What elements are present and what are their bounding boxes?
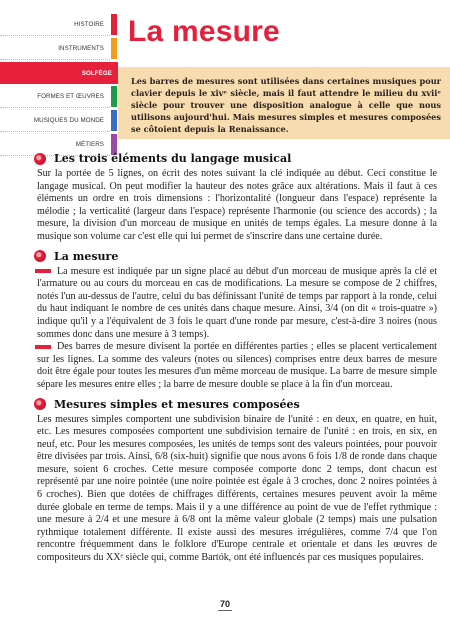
- page-number-text: 70: [219, 599, 230, 609]
- nav-item-label: HISTOIRE: [74, 21, 104, 28]
- section-title: Mesures simples et mesures composées: [54, 397, 300, 411]
- nav-item-label: MUSIQUES DU MONDE: [33, 117, 104, 124]
- paragraph: Les mesures simples comportent une subdivision binaire de l'unité : en deux, en quatre, en huit, etc. Les mesures composées comportent une subdivision ternaire de l'unité : en trois, en six, en neuf, etc. Pour les mesures composées, les unités de temps sont des valeurs pointées, pour pouvoir être divisées par trois. Ainsi, 6/8 (six-huit) signifie que nous avons 6 fois 1/8 de ronde dans chaque mesure, soient 6 croches. Cette mesure composée comporte donc 2 temps, dont chacun est représenté par une noire pointée (une noire pointée est égale à 3 croches, donc 2 noires pointées à 6 croches). Bien que dotées de chiffrages différents, certaines mesures peuvent avoir la même durée globale en terme de temps. Mais il y a une différence au point de vue de l'effet rythmique : une mesure à 2/4 et une mesure à 6/8 ont la même valeur globale (2 temps) mais une pulsation rythmique totalement différente. Il existe aussi des mesures irrégulières, comme 7/4 que l'on rencontre fréquemment dans le folklore d'Europe centrale et orientale et dans les œuvres de compositeurs du XXᵉ siècle qui, comme Bartók, ont été influencés par ces musiques populaires.: [37, 413, 437, 564]
- paragraph-text: Des barres de mesure divisent la portée en différentes parties ; elles se placent verticalement sur les lignes. La somme des valeurs (notes ou silences) comprises entre deux barres de mesure doit être égale pour toutes les mesures d'un même morceau de musique. La barre de mesure simple sépare les mesures entre elles ; la barre de mesure double se place à la fin d'un morceau.: [37, 341, 437, 390]
- nav-color-tab: [111, 86, 117, 107]
- red-bullet-icon: [34, 250, 46, 262]
- page-number-rule: [218, 610, 232, 611]
- red-dash-icon: [35, 269, 51, 273]
- red-bullet-icon: [34, 398, 46, 410]
- nav-color-tab: [111, 14, 117, 35]
- intro-summary-box: Les barres de mesures sont utilisées dans certaines musiques pour clavier depuis le xivᵉ siècle, mais il faut attendre le milieu du xviiᵉ siècle pour trouver une disposition analogue à celle que nous utilisons aujourd'hui. Mais mesures simples et mesures composées se côtoient depuis la Renaissance.: [118, 67, 450, 139]
- paragraph-text: La mesure est indiquée par un signe placé au début d'un morceau de musique après la clé et l'armature ou au cours du morceau en cas de modifications. La mesure se compose de 2 chiffres, notés l'un au-dessus de l'autre, celui du bas définissant l'unité de temps par rapport à la ronde, celui du haut indiquant le nombre de ces unités dans chaque mesure. Ainsi, 3/4 (on dit « trois-quatre ») indique qu'il y a l'équivalent de 3 fois le quart d'une ronde par mesure, c'est-à-dire 3 noires (nous sommes donc dans une mesure à 3 temps).: [37, 265, 437, 340]
- paragraph: Sur la portée de 5 lignes, on écrit des notes suivant la clé indiquée au début. Ceci constitue le langage musical. On peut modifier la hauteur des notes grâce aux altérations. Mais il faut à ces éléments un ordre en trois dimensions : l'horizontalité (longueur dans l'espace) représente la mélodie ; la verticalité (largeur dans l'espace) représente l'harmonie (ou science des accords) ; la mesure, la division d'un morceau de musique en unités de temps égales. La mesure donne à la musique son volume car c'est elle qui lui permet de s'inscrire dans une certaine durée.: [37, 168, 437, 242]
- nav-item-solfege[interactable]: [0, 62, 118, 84]
- nav-item-musiques-du-monde[interactable]: [0, 110, 110, 132]
- section-langage-musical: [37, 152, 437, 244]
- nav-item-formes-et-oeuvres[interactable]: [0, 86, 110, 108]
- nav-item-label: FORMES ET ŒUVRES: [37, 93, 104, 100]
- section-la-mesure: [37, 250, 437, 392]
- section-heading: [34, 152, 437, 165]
- paragraph: [37, 266, 437, 342]
- chapter-nav: [0, 14, 110, 158]
- section-title: La mesure: [54, 249, 119, 263]
- nav-item-label: SOLFÈGE: [81, 69, 112, 77]
- nav-item-label: INSTRUMENTS: [58, 45, 104, 52]
- nav-item-histoire[interactable]: [0, 14, 110, 36]
- page-title: La mesure: [128, 15, 280, 48]
- section-heading: [34, 398, 437, 411]
- nav-color-tab: [111, 38, 117, 59]
- red-bullet-icon: [34, 153, 46, 165]
- red-dash-icon: [35, 345, 51, 349]
- section-mesures-simples-composees: [37, 398, 437, 565]
- section-title: Les trois éléments du langage musical: [54, 152, 292, 165]
- nav-item-label: MÉTIERS: [75, 141, 104, 148]
- nav-item-instruments[interactable]: [0, 38, 110, 60]
- nav-color-tab: [111, 110, 117, 131]
- section-heading: [34, 250, 437, 263]
- article-body: [37, 152, 437, 571]
- paragraph: [37, 341, 437, 391]
- page-number: [0, 599, 450, 611]
